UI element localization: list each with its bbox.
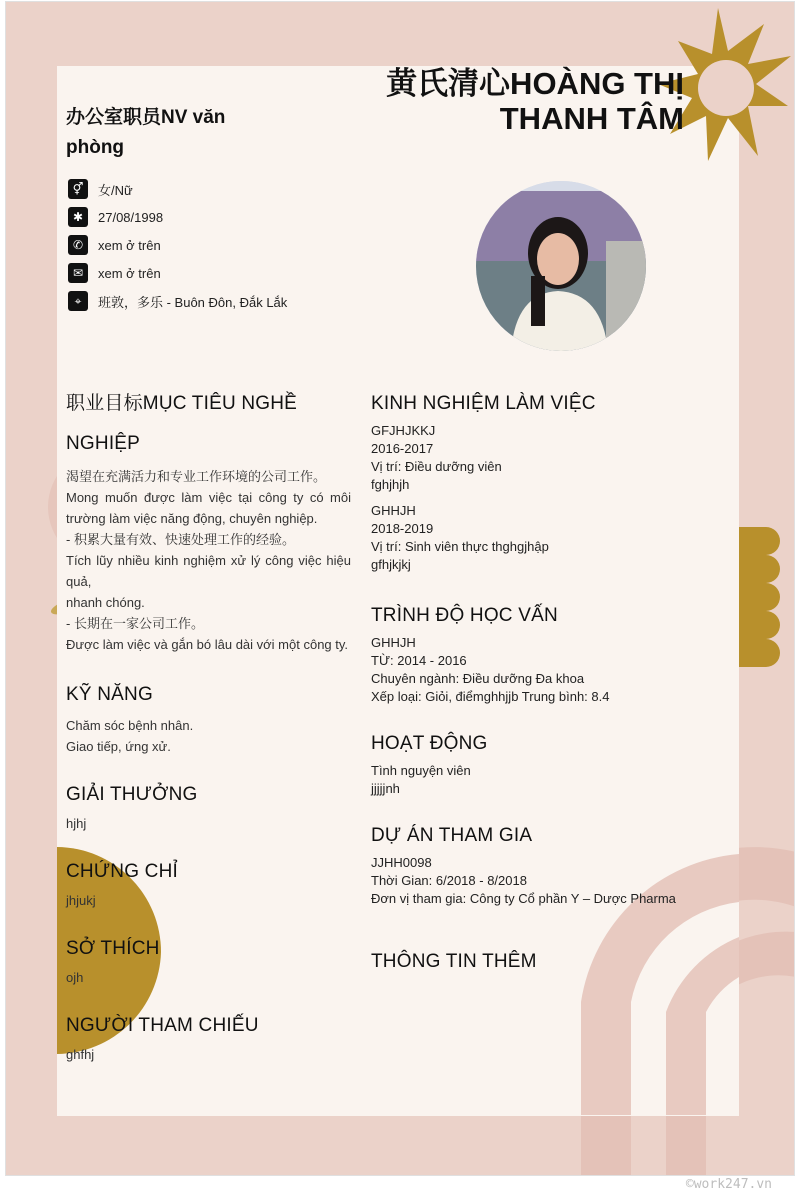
email-icon: ✉	[68, 263, 88, 283]
contact-phone	[68, 231, 287, 259]
objective-section	[66, 384, 351, 655]
experience-position: Vị trí: Điều dưỡng viên	[371, 459, 502, 474]
profile-photo	[476, 181, 646, 351]
contact-email	[68, 259, 287, 287]
location-pin-icon: ⌖	[68, 291, 88, 311]
contact-text: 女/Nữ	[98, 182, 133, 198]
objective-title: 职业目标MỤC TIÊU NGHỀ NGHIỆP	[66, 393, 298, 454]
experience-company: GFJHJKKJ	[371, 423, 436, 438]
certificates-section	[66, 852, 351, 910]
experience-position: Vị trí: Sinh viên thực thghgjhập	[371, 539, 549, 554]
education-title: TRÌNH ĐỘ HỌC VẤN	[371, 605, 558, 626]
education-section	[371, 596, 731, 706]
experience-desc: fghjhjh	[371, 477, 410, 492]
references-title: NGƯỜI THAM CHIẾU	[66, 1015, 259, 1036]
project-item	[371, 854, 731, 908]
education-grade: Xếp loại: Giỏi, điểmghhjjb Trung bình: 8.4	[371, 689, 610, 704]
activities-title: HOẠT ĐỘNG	[371, 733, 488, 754]
extra-info-title: THÔNG TIN THÊM	[371, 951, 537, 972]
activities-section	[371, 724, 731, 798]
project-org: Đơn vị tham gia: Công ty Cổ phần Y – Dược Pharma	[371, 891, 676, 906]
hobbies-title: SỞ THÍCH	[66, 938, 160, 959]
education-period: TỪ: 2014 - 2016	[371, 653, 467, 668]
awards-text: hjhj	[66, 816, 87, 831]
activities-item	[371, 762, 731, 798]
activity-line: Tình nguyện viên	[371, 763, 471, 778]
experience-item	[371, 422, 731, 494]
activity-line: jjjjjnh	[371, 781, 400, 796]
skills-section	[66, 675, 351, 757]
skills-text: Chăm sóc bệnh nhân. Giao tiếp, ứng xử.	[66, 718, 194, 754]
experience-period: 2016-2017	[371, 441, 434, 456]
experience-desc: gfhjkjkj	[371, 557, 411, 572]
contact-text: xem ở trên	[98, 265, 161, 281]
contact-text: 班敦，多乐 - Buôn Đôn, Đắk Lắk	[98, 294, 288, 310]
experience-period: 2018-2019	[371, 521, 434, 536]
hobbies-text: ojh	[66, 970, 84, 985]
references-section	[66, 1006, 351, 1064]
gender-icon: ⚥	[68, 179, 88, 199]
candidate-name	[386, 66, 684, 136]
contact-gender	[68, 175, 287, 203]
project-name: JJHH0098	[371, 855, 432, 870]
objective-text: 渴望在充满活力和专业工作环境的公司工作。 Mong muốn được làm việc tại công ty có môi trường làm việc năng động, chuyên nghiệp. - 积累大量有效、快速处理工作的经验。 Tích lũy nhiều kinh nghiệm xử lý công việc hiệu quả, nhanh chóng. - 长期在一家公司工作。 Được làm việc và gắn bó lâu dài với một công ty.	[66, 469, 351, 652]
contact-list	[68, 175, 287, 315]
certificates-text: jhjukj	[66, 893, 96, 908]
projects-section	[371, 816, 731, 908]
contact-birthday	[68, 203, 287, 231]
experience-title: KINH NGHIỆM LÀM VIỆC	[371, 393, 596, 414]
name-line-1: 黄氏清心HOÀNG THỊ	[386, 66, 684, 101]
contact-text: 27/08/1998	[98, 209, 164, 225]
left-column	[66, 384, 351, 1064]
awards-section	[66, 775, 351, 833]
phone-icon: ✆	[68, 235, 88, 255]
watermark: ©work247.vn	[685, 1177, 772, 1192]
extra-info-section	[371, 942, 731, 982]
profile-photo-illustration	[476, 181, 646, 351]
experience-company: GHHJH	[371, 503, 416, 518]
right-column	[371, 384, 731, 982]
awards-title: GIẢI THƯỞNG	[66, 784, 198, 805]
name-line-2: THANH TÂM	[499, 101, 684, 136]
experience-item	[371, 502, 731, 574]
experience-section	[371, 384, 731, 574]
contact-address	[68, 287, 287, 315]
job-title: 办公室职员NV văn phòng	[66, 107, 226, 158]
certificates-title: CHỨNG CHỈ	[66, 861, 178, 882]
education-item	[371, 634, 731, 706]
contact-text: xem ở trên	[98, 237, 161, 253]
birthday-cake-icon: ✱	[68, 207, 88, 227]
hobbies-section	[66, 929, 351, 987]
education-school: GHHJH	[371, 635, 416, 650]
skills-title: KỸ NĂNG	[66, 684, 153, 705]
references-text: ghfhj	[66, 1047, 95, 1062]
project-time: Thời Gian: 6/2018 - 8/2018	[371, 873, 527, 888]
projects-title: DỰ ÁN THAM GIA	[371, 825, 533, 846]
education-major: Chuyên ngành: Điều dưỡng Đa khoa	[371, 671, 585, 686]
